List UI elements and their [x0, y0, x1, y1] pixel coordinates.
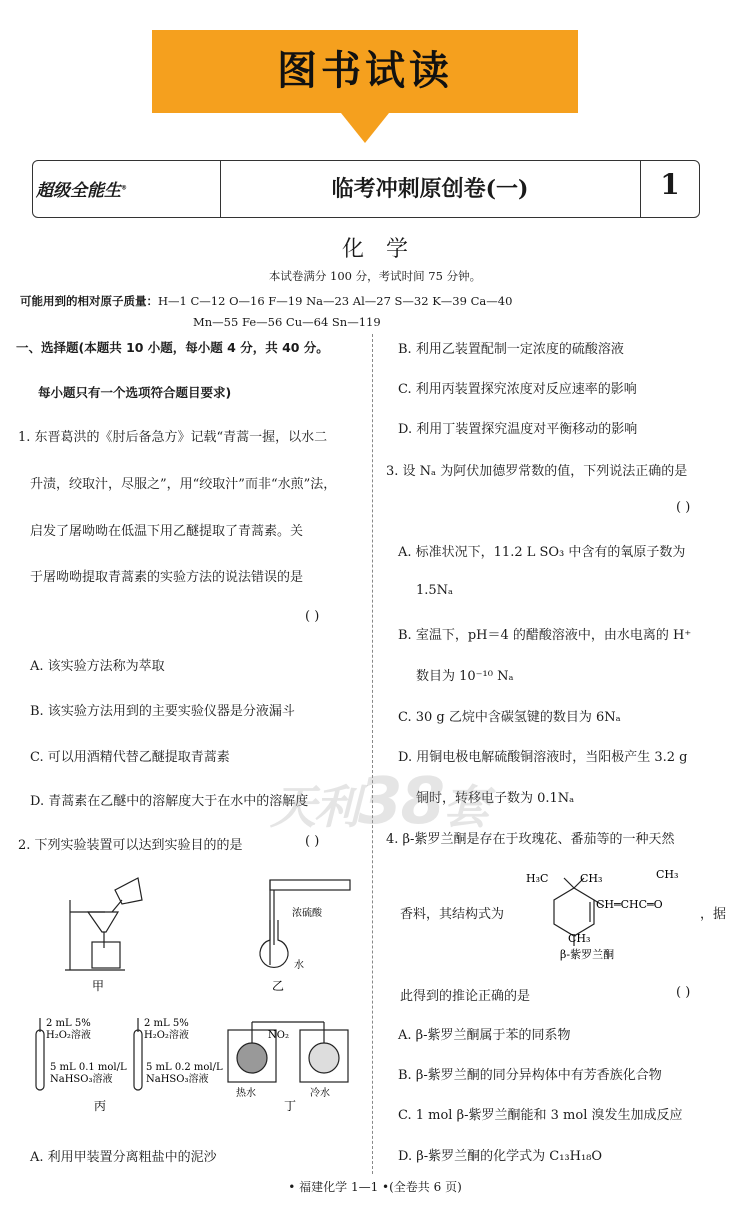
answer-paren: ( ): [305, 834, 320, 849]
struct-h3c: H₃C: [526, 872, 549, 885]
atomic-mass-line: 可能用到的相对原子质量：H—1 C—12 O—16 F—19 Na—23 Al—27 S—32 K—39 Ca—40: [20, 294, 513, 308]
bing-left-bot1: 5 mL 0.1 mol/L: [50, 1062, 127, 1073]
section-heading: 一、选择题(本题共 10 小题，每小题 4 分，共 40 分。: [16, 340, 329, 355]
q4-text: 香料，其结构式为: [400, 907, 505, 922]
bing-right-bot1: 5 mL 0.2 mol/L: [146, 1062, 223, 1073]
banner-pointer: [341, 113, 389, 143]
q3-option: 数目为 10⁻¹⁰ Nₐ: [416, 669, 514, 684]
label-ding: 丁: [284, 1099, 297, 1113]
page-footer: • 福建化学 1—1 •(全卷共 6 页): [288, 1180, 462, 1194]
struct-ch3b: CH₃: [568, 932, 591, 945]
bing-left-top2: H₂O₂溶液: [46, 1030, 91, 1041]
q2-option: A. 利用甲装置分离粗盐中的泥沙: [30, 1150, 217, 1165]
answer-paren: ( ): [305, 609, 320, 624]
bing-right-bot2: NaHSO₃溶液: [146, 1074, 209, 1085]
q4-option: C. 1 mol β-紫罗兰酮能和 3 mol 溴发生加成反应: [398, 1108, 683, 1123]
q4-text: 4. β-紫罗兰酮是存在于玫瑰花、番茄等的一种天然: [386, 832, 675, 847]
apparatus-jia: [65, 878, 142, 970]
apparatus-yi: [260, 880, 350, 967]
q2-option: D. 利用丁装置探究温度对平衡移动的影响: [398, 422, 638, 437]
q4-option: B. β-紫罗兰酮的同分异构体中有芳香族化合物: [398, 1068, 662, 1083]
q4-option: D. β-紫罗兰酮的化学式为 C₁₃H₁₈O: [398, 1149, 603, 1164]
yi-water-label: 水: [294, 960, 304, 971]
section-heading: 每小题只有一个选项符合题目要求): [38, 385, 232, 400]
answer-paren: ( ): [676, 500, 691, 515]
struct-name: β-紫罗兰酮: [560, 948, 615, 961]
brand-logo: 超级全能生®: [36, 181, 127, 201]
q3-option: B. 室温下，pH＝4 的醋酸溶液中，由水电离的 H⁺: [398, 628, 692, 643]
q4-option: A. β-紫罗兰酮属于苯的同系物: [398, 1028, 571, 1043]
q4-text: 此得到的推论正确的是: [400, 989, 531, 1004]
paper-number: 1: [660, 168, 680, 201]
q2-option: C. 利用丙装置探究浓度对反应速率的影响: [398, 382, 637, 397]
atomic-mass-line: Mn—55 Fe—56 Cu—64 Sn—119: [193, 315, 381, 329]
beta-ionone-structure: [520, 866, 700, 964]
banner-title: 图书试读: [277, 48, 453, 94]
ding-hot: 热水: [236, 1088, 256, 1099]
q1-text: 1. 东晋葛洪的《肘后备急方》记载“青蒿一握，以水二: [18, 430, 328, 445]
q3-text: 3. 设 Nₐ 为阿伏加德罗常数的值，下列说法正确的是: [386, 464, 688, 479]
preview-banner: [152, 30, 578, 113]
q2-option: B. 利用乙装置配制一定浓度的硫酸溶液: [398, 342, 624, 357]
q1-option: D. 青蒿素在乙醚中的溶解度大于在水中的溶解度: [30, 794, 309, 809]
column-divider: [372, 334, 373, 1174]
bing-right-top1: 2 mL 5%: [144, 1018, 189, 1029]
apparatus-diagrams: [30, 870, 360, 1120]
label-bing: 丙: [94, 1099, 107, 1113]
struct-ch3c: CH₃: [656, 868, 679, 881]
exam-info: 本试卷满分 100 分，考试时间 75 分钟。: [268, 269, 482, 283]
q3-option: D. 用铜电极电解硫酸铜溶液时，当阳极产生 3.2 g: [398, 750, 688, 765]
q3-option: A. 标准状况下，11.2 L SO₃ 中含有的氧原子数为: [398, 545, 686, 560]
q1-option: B. 该实验方法用到的主要实验仪器是分液漏斗: [30, 704, 295, 719]
q3-option: 1.5Nₐ: [416, 583, 454, 598]
q3-option: 铜时，转移电子数为 0.1Nₐ: [416, 791, 575, 806]
q1-option: C. 可以用酒精代替乙醚提取青蒿素: [30, 750, 230, 765]
label-yi: 乙: [272, 979, 285, 993]
ding-gas: NO₂: [268, 1030, 289, 1041]
q1-text: 升渍，绞取汁，尽服之”，用“绞取汁”而非“水煎”法，: [30, 477, 337, 492]
answer-paren: ( ): [676, 985, 691, 1000]
bing-right-top2: H₂O₂溶液: [144, 1030, 189, 1041]
ding-cold: 冷水: [310, 1088, 330, 1099]
q1-text: 启发了屠呦呦在低温下用乙醚提取了青蒿素。关: [30, 524, 304, 539]
struct-chain: CH═CHC═O: [596, 898, 663, 911]
watermark: 天利38套: [270, 765, 488, 839]
paper-title: 临考冲刺原创卷(一): [331, 176, 529, 202]
q4-text: ，据: [700, 907, 727, 922]
struct-ch3a: CH₃: [580, 872, 603, 885]
q3-option: C. 30 g 乙烷中含碳氢键的数目为 6Nₐ: [398, 710, 621, 725]
q2-text: 2. 下列实验装置可以达到实验目的的是: [18, 838, 243, 853]
bing-left-bot2: NaHSO₃溶液: [50, 1074, 113, 1085]
bing-left-top1: 2 mL 5%: [46, 1018, 91, 1029]
q1-text: 于屠呦呦提取青蒿素的实验方法的说法错误的是: [30, 570, 304, 585]
subject-title: 化学: [341, 237, 430, 262]
yi-acid-label: 浓硫酸: [292, 908, 322, 919]
q1-option: A. 该实验方法称为萃取: [30, 659, 165, 674]
label-jia: 甲: [92, 979, 105, 993]
